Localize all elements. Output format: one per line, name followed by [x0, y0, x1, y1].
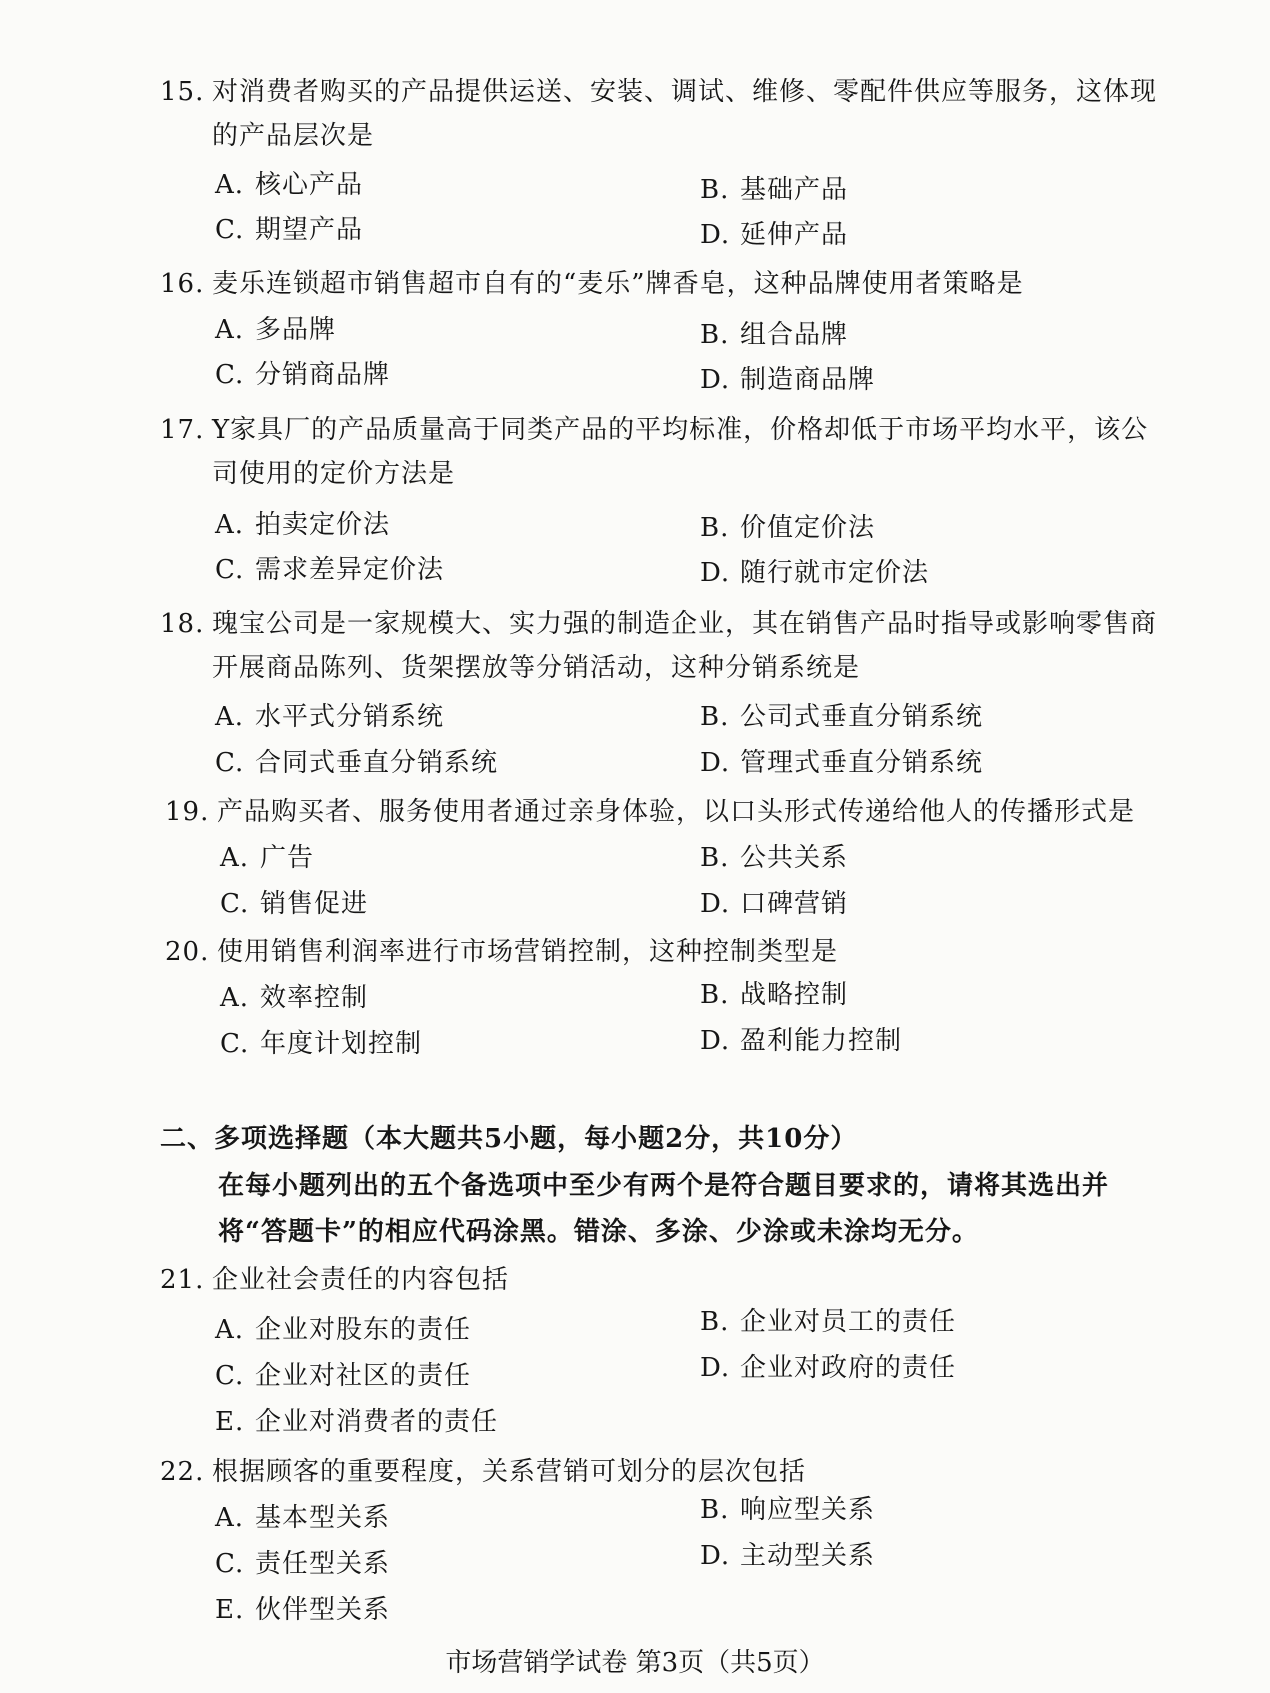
- option-text: 战略控制: [740, 980, 849, 1010]
- option-b: [700, 315, 848, 355]
- option-a: [220, 838, 314, 878]
- option-text: 公共关系: [740, 843, 849, 873]
- option-text: 水平式分销系统: [255, 702, 445, 732]
- option-b: [700, 1302, 956, 1342]
- option-letter: E.: [215, 1407, 245, 1437]
- question-19: [165, 790, 1180, 836]
- option-text: 合同式垂直分销系统: [255, 748, 499, 778]
- option-d: [700, 1021, 902, 1061]
- option-b: [700, 508, 875, 548]
- option-letter: B.: [700, 513, 730, 543]
- option-d: [700, 1536, 875, 1576]
- option-letter: B.: [700, 980, 730, 1010]
- option-letter: B.: [700, 175, 730, 205]
- option-letter: A.: [215, 1315, 245, 1345]
- option-letter: A.: [215, 315, 245, 345]
- option-a: [215, 697, 444, 737]
- option-text: 主动型关系: [740, 1541, 876, 1571]
- option-text: 管理式垂直分销系统: [740, 748, 984, 778]
- option-text: 延伸产品: [740, 220, 849, 250]
- option-letter: D.: [700, 1026, 731, 1056]
- option-text: 拍卖定价法: [255, 510, 391, 540]
- option-letter: D.: [700, 748, 731, 778]
- option-text: 广告: [260, 843, 315, 873]
- option-letter: A.: [215, 1503, 245, 1533]
- question-16: [160, 262, 1180, 308]
- option-letter: D.: [700, 1541, 731, 1571]
- option-e: [215, 1590, 390, 1630]
- option-letter: D.: [700, 558, 731, 588]
- question-number: 16.: [160, 269, 205, 299]
- question-22: [160, 1450, 1180, 1496]
- option-letter: C.: [220, 889, 250, 919]
- option-d: [700, 360, 875, 400]
- option-text: 响应型关系: [740, 1495, 876, 1525]
- option-text: 企业对社区的责任: [255, 1361, 472, 1391]
- option-text: 销售促进: [260, 889, 369, 919]
- option-c: [215, 210, 363, 250]
- question-17: [160, 408, 1180, 498]
- option-a: [215, 165, 363, 205]
- question-text: 麦乐连锁超市销售超市自有的“麦乐”牌香皂，这种品牌使用者策略是: [212, 269, 1024, 299]
- option-text: 责任型关系: [255, 1549, 391, 1579]
- option-b: [700, 697, 983, 737]
- option-text: 口碑营销: [740, 889, 849, 919]
- question-number: 19.: [165, 797, 210, 827]
- option-letter: B.: [700, 320, 730, 350]
- option-text: 随行就市定价法: [740, 558, 930, 588]
- option-letter: D.: [700, 1353, 731, 1383]
- question-number: 18.: [160, 609, 205, 639]
- option-letter: C.: [215, 1361, 245, 1391]
- option-e: [215, 1402, 498, 1442]
- option-c: [215, 355, 390, 395]
- option-b: [700, 975, 848, 1015]
- option-text: 分销商品牌: [255, 360, 391, 390]
- option-letter: C.: [215, 748, 245, 778]
- option-text: 企业对员工的责任: [740, 1307, 957, 1337]
- question-text: 使用销售利润率进行市场营销控制，这种控制类型是: [217, 937, 839, 967]
- option-letter: B.: [700, 702, 730, 732]
- page-footer: 市场营销学试卷 第3页（共5页）: [445, 1648, 825, 1678]
- option-c: [220, 884, 368, 924]
- question-number: 21.: [160, 1265, 205, 1295]
- option-c: [220, 1024, 422, 1064]
- option-letter: A.: [215, 702, 245, 732]
- question-text: 瑰宝公司是一家规模大、实力强的制造企业，其在销售产品时指导或影响零售商开展商品陈列、货架摆放等分销活动，这种分销系统是: [212, 609, 1158, 683]
- option-letter: B.: [700, 843, 730, 873]
- section-instruction: 在每小题列出的五个备选项中至少有两个是符合题目要求的，请将其选出并将“答题卡”的相应代码涂黑。错涂、多涂、少涂或未涂均无分。: [218, 1171, 1110, 1247]
- option-d: [700, 1348, 956, 1388]
- option-d: [700, 884, 848, 924]
- question-21: [160, 1258, 1180, 1304]
- option-letter: B.: [700, 1307, 730, 1337]
- question-20: [165, 930, 1180, 976]
- option-letter: C.: [215, 1549, 245, 1579]
- option-text: 伙伴型关系: [255, 1595, 391, 1625]
- option-c: [215, 743, 498, 783]
- option-letter: D.: [700, 889, 731, 919]
- option-text: 组合品牌: [740, 320, 849, 350]
- option-b: [700, 170, 848, 210]
- option-text: 公司式垂直分销系统: [740, 702, 984, 732]
- option-letter: C.: [215, 360, 245, 390]
- question-18: [160, 602, 1180, 692]
- question-text: 根据顾客的重要程度，关系营销可划分的层次包括: [212, 1457, 807, 1487]
- option-text: 基本型关系: [255, 1503, 391, 1533]
- option-text: 盈利能力控制: [740, 1026, 903, 1056]
- option-d: [700, 215, 848, 255]
- question-text: Y家具厂的产品质量高于同类产品的平均标准，价格却低于市场平均水平，该公司使用的定价方法是: [212, 415, 1149, 489]
- question-number: 15.: [160, 77, 205, 107]
- option-a: [220, 978, 368, 1018]
- option-a: [215, 1310, 471, 1350]
- option-letter: E.: [215, 1595, 245, 1625]
- option-c: [215, 1356, 471, 1396]
- option-text: 企业对股东的责任: [255, 1315, 472, 1345]
- option-a: [215, 1498, 390, 1538]
- option-d: [700, 553, 929, 593]
- option-letter: C.: [215, 215, 245, 245]
- option-b: [700, 1490, 875, 1530]
- option-text: 需求差异定价法: [255, 555, 445, 585]
- question-15: [160, 70, 1180, 160]
- option-letter: A.: [215, 510, 245, 540]
- option-text: 制造商品牌: [740, 365, 876, 395]
- option-text: 期望产品: [255, 215, 364, 245]
- option-text: 价值定价法: [740, 513, 876, 543]
- option-text: 效率控制: [260, 983, 369, 1013]
- question-text: 企业社会责任的内容包括: [212, 1265, 510, 1295]
- option-text: 多品牌: [255, 315, 337, 345]
- option-letter: C.: [220, 1029, 250, 1059]
- option-a: [215, 505, 390, 545]
- option-letter: D.: [700, 220, 731, 250]
- question-number: 20.: [165, 937, 210, 967]
- question-number: 17.: [160, 415, 205, 445]
- option-letter: D.: [700, 365, 731, 395]
- option-a: [215, 310, 336, 350]
- option-b: [700, 838, 848, 878]
- option-text: 核心产品: [255, 170, 364, 200]
- option-text: 基础产品: [740, 175, 849, 205]
- question-text: 产品购买者、服务使用者通过亲身体验，以口头形式传递给他人的传播形式是: [217, 797, 1136, 827]
- option-letter: B.: [700, 1495, 730, 1525]
- section-title: 二、多项选择题（本大题共5小题，每小题2分，共10分）: [160, 1124, 858, 1154]
- question-text: 对消费者购买的产品提供运送、安装、调试、维修、零配件供应等服务，这体现的产品层次是: [212, 77, 1158, 151]
- option-d: [700, 743, 983, 783]
- option-letter: A.: [220, 983, 250, 1013]
- question-number: 22.: [160, 1457, 205, 1487]
- option-c: [215, 1544, 390, 1584]
- option-text: 企业对政府的责任: [740, 1353, 957, 1383]
- option-letter: A.: [220, 843, 250, 873]
- option-letter: C.: [215, 555, 245, 585]
- option-letter: A.: [215, 170, 245, 200]
- option-text: 企业对消费者的责任: [255, 1407, 499, 1437]
- option-text: 年度计划控制: [260, 1029, 423, 1059]
- option-c: [215, 550, 444, 590]
- section-heading: [160, 1117, 857, 1161]
